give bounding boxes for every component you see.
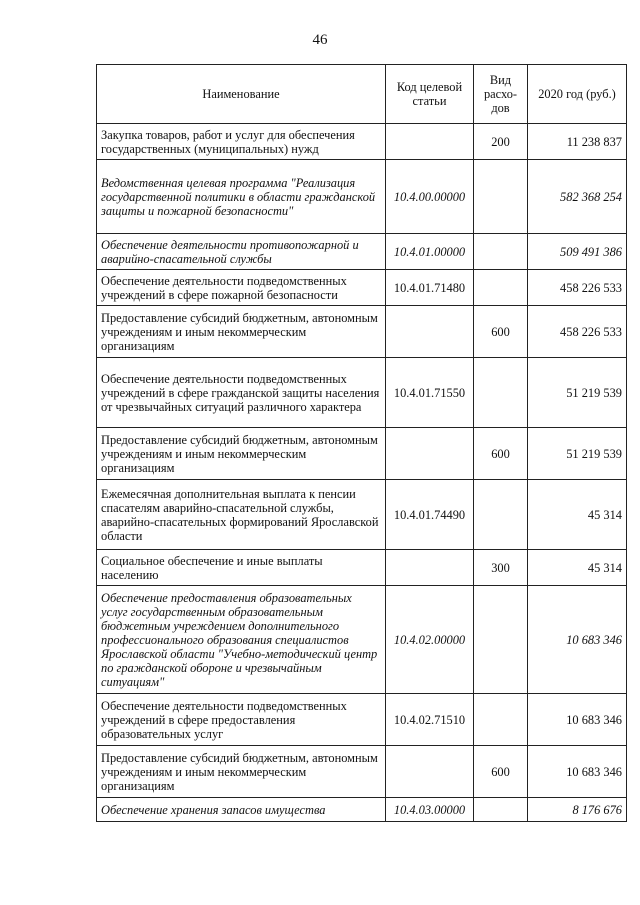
- sum-cell: 8 176 676: [528, 798, 627, 822]
- table-row: [97, 798, 627, 822]
- table-body: [97, 124, 627, 822]
- name-cell: Обеспечение хранения запасов имущества: [97, 798, 386, 822]
- header-kind: Вид расхо-дов: [474, 65, 528, 124]
- table-row: [97, 234, 627, 270]
- kind-cell: 600: [474, 428, 528, 480]
- table-header-row: [97, 65, 627, 124]
- kind-cell: [474, 480, 528, 550]
- sum-cell: 51 219 539: [528, 358, 627, 428]
- header-name: Наименование: [97, 65, 386, 124]
- code-cell: 10.4.01.00000: [386, 234, 474, 270]
- name-cell: Обеспечение деятельности подведомственных учреждений в сфере предоставления образовательных услуг: [97, 694, 386, 746]
- sum-cell: 509 491 386: [528, 234, 627, 270]
- name-cell: Закупка товаров, работ и услуг для обеспечения государственных (муниципальных) нужд: [97, 124, 386, 160]
- kind-cell: [474, 270, 528, 306]
- sum-cell: 10 683 346: [528, 746, 627, 798]
- sum-cell: 458 226 533: [528, 306, 627, 358]
- table-row: [97, 428, 627, 480]
- page-number: 46: [312, 32, 328, 48]
- kind-cell: [474, 358, 528, 428]
- sum-cell: 11 238 837: [528, 124, 627, 160]
- code-cell: 10.4.02.71510: [386, 694, 474, 746]
- name-cell: Обеспечение предоставления образовательных услуг государственным образовательным бюджетным учреждением дополнительного профессионального образования специалистов Ярославской области "Учебно-методический центр по гражданской обороне и чрезвычайным ситуациям": [97, 586, 386, 694]
- sum-cell: 582 368 254: [528, 160, 627, 234]
- kind-cell: 600: [474, 306, 528, 358]
- code-cell: 10.4.02.00000: [386, 586, 474, 694]
- name-cell: Ежемесячная дополнительная выплата к пенсии спасателям аварийно-спасательной службы, аварийно-спасательных формирований Ярославской области: [97, 480, 386, 550]
- kind-cell: 600: [474, 746, 528, 798]
- table-row: [97, 480, 627, 550]
- code-cell: [386, 746, 474, 798]
- table-row: [97, 358, 627, 428]
- table-row: [97, 160, 627, 234]
- code-cell: [386, 428, 474, 480]
- code-cell: 10.4.03.00000: [386, 798, 474, 822]
- sum-cell: 458 226 533: [528, 270, 627, 306]
- code-cell: 10.4.01.71550: [386, 358, 474, 428]
- kind-cell: 200: [474, 124, 528, 160]
- name-cell: Предоставление субсидий бюджетным, автономным учреждениям и иным некоммерческим организациям: [97, 746, 386, 798]
- sum-cell: 45 314: [528, 550, 627, 586]
- name-cell: Социальное обеспечение и иные выплаты населению: [97, 550, 386, 586]
- name-cell: Предоставление субсидий бюджетным, автономным учреждениям и иным некоммерческим организациям: [97, 306, 386, 358]
- header-code: Код целевой статьи: [386, 65, 474, 124]
- table-row: [97, 550, 627, 586]
- table-row: [97, 694, 627, 746]
- code-cell: [386, 550, 474, 586]
- code-cell: [386, 124, 474, 160]
- sum-cell: 51 219 539: [528, 428, 627, 480]
- kind-cell: [474, 798, 528, 822]
- name-cell: Обеспечение деятельности противопожарной и аварийно-спасательной службы: [97, 234, 386, 270]
- header-sum: 2020 год (руб.): [528, 65, 627, 124]
- name-cell: Обеспечение деятельности подведомственных учреждений в сфере гражданской защиты населения от чрезвычайных ситуаций различного характера: [97, 358, 386, 428]
- name-cell: Ведомственная целевая программа "Реализация государственной политики в области гражданской защиты и пожарной безопасности": [97, 160, 386, 234]
- table-row: [97, 586, 627, 694]
- sum-cell: 10 683 346: [528, 586, 627, 694]
- kind-cell: [474, 586, 528, 694]
- name-cell: Предоставление субсидий бюджетным, автономным учреждениям и иным некоммерческим организациям: [97, 428, 386, 480]
- kind-cell: [474, 160, 528, 234]
- sum-cell: 45 314: [528, 480, 627, 550]
- table-row: [97, 270, 627, 306]
- sum-cell: 10 683 346: [528, 694, 627, 746]
- code-cell: 10.4.01.74490: [386, 480, 474, 550]
- table-row: [97, 746, 627, 798]
- kind-cell: 300: [474, 550, 528, 586]
- code-cell: 10.4.00.00000: [386, 160, 474, 234]
- budget-table: [96, 64, 627, 822]
- table-row: [97, 306, 627, 358]
- name-cell: Обеспечение деятельности подведомственных учреждений в сфере пожарной безопасности: [97, 270, 386, 306]
- kind-cell: [474, 234, 528, 270]
- code-cell: 10.4.01.71480: [386, 270, 474, 306]
- table-row: [97, 124, 627, 160]
- code-cell: [386, 306, 474, 358]
- kind-cell: [474, 694, 528, 746]
